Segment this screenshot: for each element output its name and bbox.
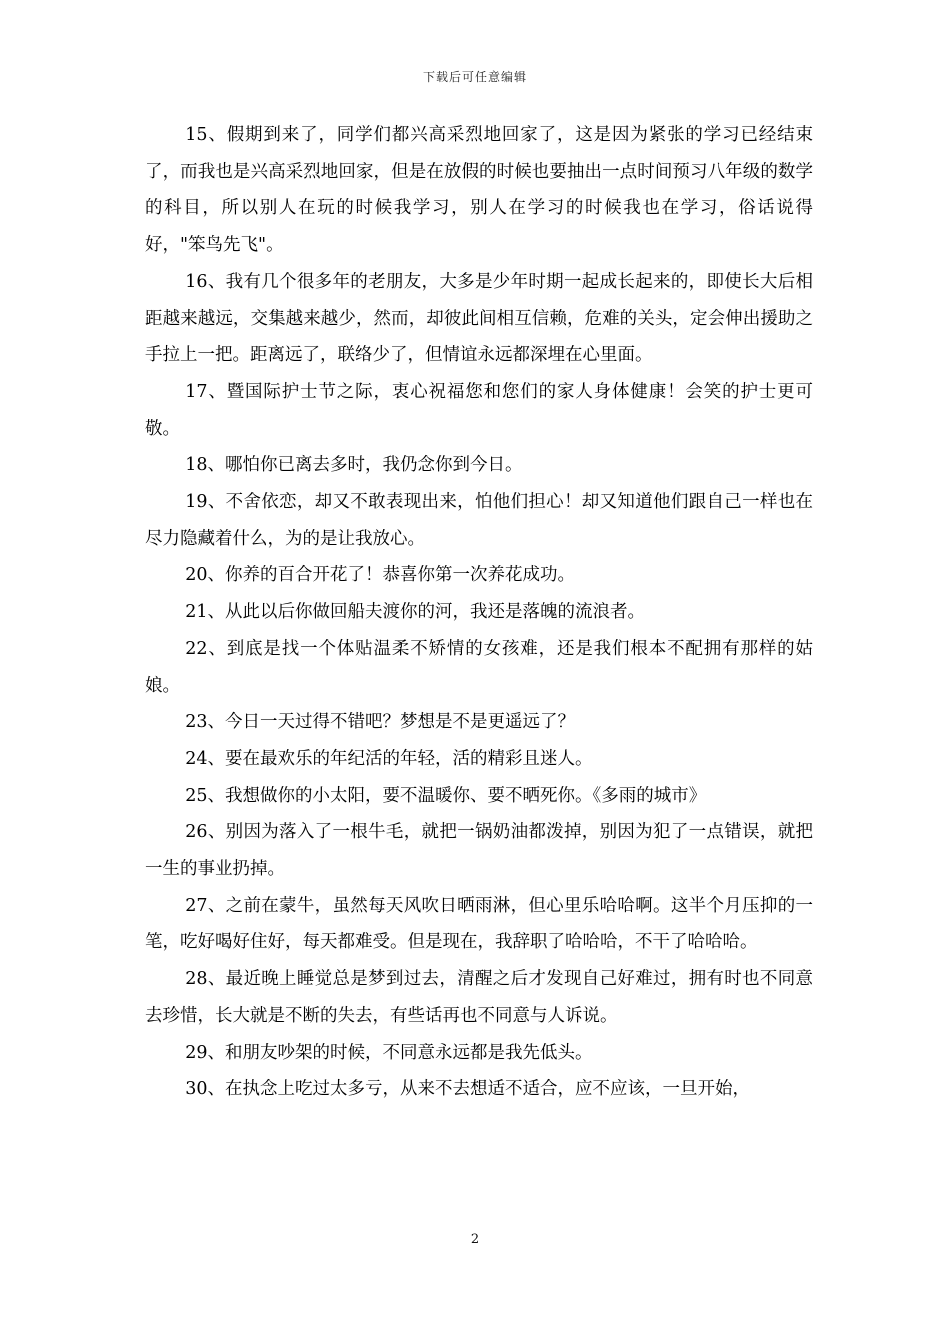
paragraph-27: 27、之前在蒙牛，虽然每天风吹日晒雨淋，但心里乐哈哈啊。这半个月压抑的一笔，吃好喝好住好，每天都难受。但是现在，我辞职了哈哈哈，不干了哈哈哈。 bbox=[145, 895, 813, 953]
paragraph-30: 30、在执念上吃过太多亏，从来不去想适不适合，应不应该，一旦开始， bbox=[185, 1079, 751, 1100]
paragraph-23: 23、今日一天过得不错吧？梦想是不是更遥远了？ bbox=[185, 712, 576, 733]
body-text bbox=[145, 117, 813, 1108]
paragraph-28: 28、最近晚上睡觉总是梦到过去，清醒之后才发现自己好难过，拥有时也不同意去珍惜，长大就是不断的失去，有些话再也不同意与人诉说。 bbox=[145, 969, 813, 1026]
paragraph-26: 26、别因为落入了一根牛毛，就把一锅奶油都泼掉，别因为犯了一点错误，就把一生的事业扔掉。 bbox=[145, 822, 813, 880]
page-header: 下载后可任意编辑 bbox=[422, 70, 527, 84]
paragraph-20: 20、你养的百合开花了！恭喜你第一次养花成功。 bbox=[185, 565, 576, 586]
paragraph-21: 21、从此以后你做回船夫渡你的河，我还是落魄的流浪者。 bbox=[185, 602, 646, 623]
paragraph-16: 16、我有几个很多年的老朋友，大多是少年时期一起成长起来的，即使长大后相距越来越远，交集越来越少，然而，却彼此间相互信赖，危难的关头，定会伸出援助之手拉上一把。距离远了，联络少了，但情谊永远都深埋在心里面。 bbox=[145, 271, 813, 366]
paragraph-17: 17、暨国际护士节之际，衷心祝福您和您们的家人身体健康！会笑的护士更可敬。 bbox=[145, 381, 813, 439]
paragraph-19: 19、不舍依恋，却又不敢表现出来，怕他们担心！却又知道他们跟自己一样也在尽力隐藏着什么，为的是让我放心。 bbox=[145, 492, 813, 549]
paragraph-15: 15、假期到来了，同学们都兴高采烈地回家了，这是因为紧张的学习已经结束了，而我也是兴高采烈地回家，但是在放假的时候也要抽出一点时间预习八年级的数学的科目，所以别人在玩的时候我学习，别人在学习的时候我也在学习，俗话说得好，"笨鸟先飞"。 bbox=[145, 125, 813, 256]
paragraph-25: 25、我想做你的小太阳，要不温暖你、要不晒死你。《多雨的城市》 bbox=[185, 785, 707, 806]
paragraph-22: 22、到底是找一个体贴温柔不矫情的女孩难，还是我们根本不配拥有那样的姑娘。 bbox=[145, 638, 813, 696]
paragraph-24: 24、要在最欢乐的年纪活的年轻，活的精彩且迷人。 bbox=[185, 748, 593, 769]
page-number: 2 bbox=[470, 1232, 480, 1247]
paragraph-29: 29、和朋友吵架的时候，不同意永远都是我先低头。 bbox=[185, 1042, 593, 1063]
paragraph-18: 18、哪怕你已离去多时，我仍念你到今日。 bbox=[185, 455, 523, 476]
